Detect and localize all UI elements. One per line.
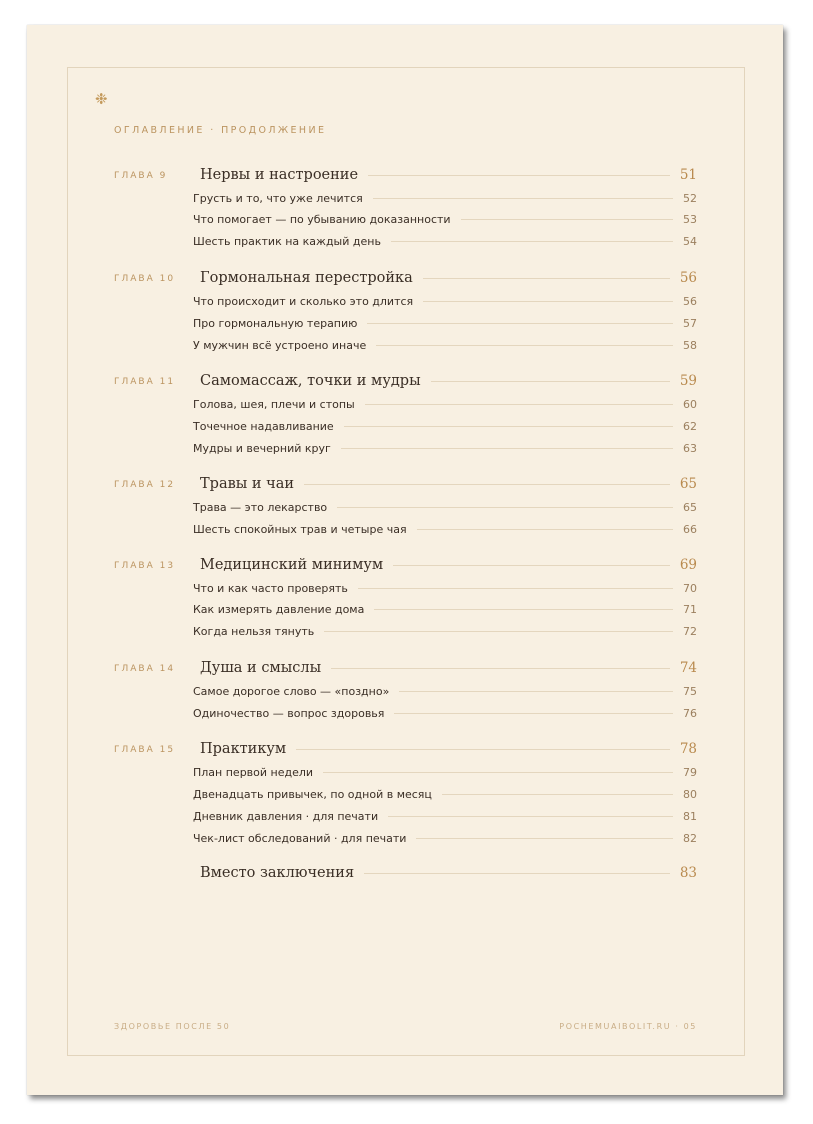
section-page-number: 75	[683, 685, 697, 698]
dot-leader	[296, 749, 670, 750]
chapter-label: ГЛАВА 15	[114, 745, 176, 755]
dot-leader	[423, 278, 670, 279]
section-entry[interactable]	[27, 810, 783, 830]
section-entry[interactable]	[27, 398, 783, 418]
section-page-number: 62	[683, 420, 697, 433]
section-entry[interactable]	[27, 192, 783, 212]
chapter-label: ГЛАВА 10	[114, 274, 176, 284]
dot-leader	[423, 301, 673, 302]
section-entry[interactable]	[27, 295, 783, 315]
section-title: Самое дорогое слово — «поздно»	[193, 685, 390, 698]
section-page-number: 53	[683, 213, 697, 226]
dot-leader	[442, 794, 673, 795]
chapter-title: Душа и смыслы	[200, 660, 322, 676]
chapter-label: ГЛАВА 12	[114, 480, 176, 490]
section-entry[interactable]	[27, 213, 783, 233]
section-line	[193, 295, 697, 308]
section-page-number: 71	[683, 603, 697, 616]
section-title: Шесть практик на каждый день	[193, 235, 381, 248]
chapter-entry[interactable]	[27, 373, 783, 393]
section-entry[interactable]	[27, 582, 783, 602]
section-line	[193, 582, 697, 595]
dot-leader	[373, 198, 673, 199]
chapter-entry[interactable]	[27, 476, 783, 496]
section-title: Одиночество — вопрос здоровья	[193, 707, 385, 720]
snowflake-ornament-icon: ❉	[95, 90, 108, 108]
section-line	[193, 442, 697, 455]
section-page-number: 63	[683, 442, 697, 455]
section-title: Чек-лист обследований · для печати	[193, 832, 407, 845]
page-sheet	[27, 25, 783, 1095]
section-line	[193, 213, 697, 226]
section-entry[interactable]	[27, 832, 783, 852]
section-page-number: 76	[683, 707, 697, 720]
chapter-line	[200, 557, 697, 573]
section-line	[193, 685, 697, 698]
chapter-title: Самомассаж, точки и мудры	[200, 373, 421, 389]
section-page-number: 80	[683, 788, 697, 801]
dot-leader	[364, 873, 670, 874]
chapter-title: Вместо заключения	[200, 865, 355, 881]
section-title: Что происходит и сколько это длится	[193, 295, 414, 308]
section-line	[193, 625, 697, 638]
table-of-contents	[27, 25, 783, 1095]
section-entry[interactable]	[27, 603, 783, 623]
chapter-line	[200, 476, 697, 492]
chapter-line	[200, 167, 697, 183]
section-page-number: 52	[683, 192, 697, 205]
chapter-entry[interactable]	[27, 865, 783, 885]
section-page-number: 70	[683, 582, 697, 595]
section-line	[193, 339, 697, 352]
dot-leader	[337, 507, 673, 508]
section-title: У мужчин всё устроено иначе	[193, 339, 367, 352]
dot-leader	[461, 219, 673, 220]
dot-leader	[416, 838, 673, 839]
section-title: Грусть и то, что уже лечится	[193, 192, 363, 205]
section-line	[193, 832, 697, 845]
section-title: Мудры и вечерний круг	[193, 442, 331, 455]
section-title: Дневник давления · для печати	[193, 810, 379, 823]
section-entry[interactable]	[27, 707, 783, 727]
dot-leader	[331, 668, 670, 669]
chapter-page-number: 69	[679, 557, 697, 573]
section-line	[193, 707, 697, 720]
section-entry[interactable]	[27, 523, 783, 543]
chapter-page-number: 65	[679, 476, 697, 492]
chapter-line	[200, 865, 697, 881]
section-line	[193, 398, 697, 411]
dot-leader	[365, 404, 673, 405]
section-title: Когда нельзя тянуть	[193, 625, 315, 638]
dot-leader	[376, 345, 673, 346]
section-page-number: 58	[683, 339, 697, 352]
chapter-title: Нервы и настроение	[200, 167, 359, 183]
section-line	[193, 420, 697, 433]
dot-leader	[431, 381, 670, 382]
section-entry[interactable]	[27, 317, 783, 337]
section-page-number: 82	[683, 832, 697, 845]
section-title: План первой недели	[193, 766, 314, 779]
section-page-number: 72	[683, 625, 697, 638]
chapter-line	[200, 741, 697, 757]
dot-leader	[323, 772, 673, 773]
dot-leader	[399, 691, 673, 692]
section-page-number: 56	[683, 295, 697, 308]
section-title: Что и как часто проверять	[193, 582, 348, 595]
section-page-number: 65	[683, 501, 697, 514]
dot-leader	[304, 484, 670, 485]
footer-site-page: POCHEMUAIBOLIT.RU · 05	[559, 1022, 697, 1031]
dot-leader	[417, 529, 673, 530]
section-title: Что помогает — по убыванию доказанности	[193, 213, 451, 226]
section-line	[193, 192, 697, 205]
chapter-entry[interactable]	[27, 660, 783, 680]
section-title: Трава — это лекарство	[193, 501, 328, 514]
chapter-title: Практикум	[200, 741, 287, 757]
chapter-page-number: 83	[679, 865, 697, 881]
section-entry[interactable]	[27, 788, 783, 808]
section-title: Двенадцать привычек, по одной в месяц	[193, 788, 432, 801]
chapter-label: ГЛАВА 11	[114, 377, 176, 387]
section-line	[193, 501, 697, 514]
section-page-number: 60	[683, 398, 697, 411]
dot-leader	[394, 713, 673, 714]
section-line	[193, 810, 697, 823]
chapter-label: ГЛАВА 9	[114, 171, 168, 181]
dot-leader	[324, 631, 673, 632]
chapter-label: ГЛАВА 14	[114, 664, 176, 674]
section-entry[interactable]	[27, 420, 783, 440]
section-entry[interactable]	[27, 339, 783, 359]
section-title: Как измерять давление дома	[193, 603, 365, 616]
section-title: Голова, шея, плечи и стопы	[193, 398, 355, 411]
dot-leader	[367, 323, 673, 324]
section-title: Про гормональную терапию	[193, 317, 358, 330]
chapter-entry[interactable]	[27, 741, 783, 761]
section-entry[interactable]	[27, 235, 783, 255]
section-line	[193, 523, 697, 536]
chapter-entry[interactable]	[27, 167, 783, 187]
dot-leader	[388, 816, 673, 817]
section-entry[interactable]	[27, 766, 783, 786]
dot-leader	[368, 175, 670, 176]
section-title: Шесть спокойных трав и четыре чая	[193, 523, 407, 536]
dot-leader	[358, 588, 673, 589]
dot-leader	[374, 609, 673, 610]
section-page-number: 57	[683, 317, 697, 330]
dot-leader	[344, 426, 673, 427]
chapter-page-number: 51	[679, 167, 697, 183]
dot-leader	[393, 565, 670, 566]
chapter-title: Гормональная перестройка	[200, 270, 413, 286]
chapter-page-number: 56	[679, 270, 697, 286]
section-line	[193, 317, 697, 330]
toc-heading: ОГЛАВЛЕНИЕ · ПРОДОЛЖЕНИЕ	[114, 125, 327, 136]
chapter-line	[200, 373, 697, 389]
chapter-line	[200, 270, 697, 286]
section-page-number: 66	[683, 523, 697, 536]
section-page-number: 81	[683, 810, 697, 823]
section-line	[193, 788, 697, 801]
section-line	[193, 603, 697, 616]
dot-leader	[391, 241, 673, 242]
section-entry[interactable]	[27, 685, 783, 705]
dot-leader	[341, 448, 673, 449]
section-line	[193, 766, 697, 779]
chapter-title: Медицинский минимум	[200, 557, 384, 573]
footer-book-title: ЗДОРОВЬЕ ПОСЛЕ 50	[114, 1022, 231, 1031]
section-page-number: 54	[683, 235, 697, 248]
chapter-line	[200, 660, 697, 676]
chapter-page-number: 78	[679, 741, 697, 757]
chapter-entry[interactable]	[27, 557, 783, 577]
section-entry[interactable]	[27, 501, 783, 521]
section-title: Точечное надавливание	[193, 420, 334, 433]
section-line	[193, 235, 697, 248]
chapter-page-number: 59	[679, 373, 697, 389]
chapter-entry[interactable]	[27, 270, 783, 290]
chapter-title: Травы и чаи	[200, 476, 295, 492]
chapter-label: ГЛАВА 13	[114, 561, 176, 571]
section-entry[interactable]	[27, 625, 783, 645]
section-page-number: 79	[683, 766, 697, 779]
chapter-page-number: 74	[679, 660, 697, 676]
section-entry[interactable]	[27, 442, 783, 462]
